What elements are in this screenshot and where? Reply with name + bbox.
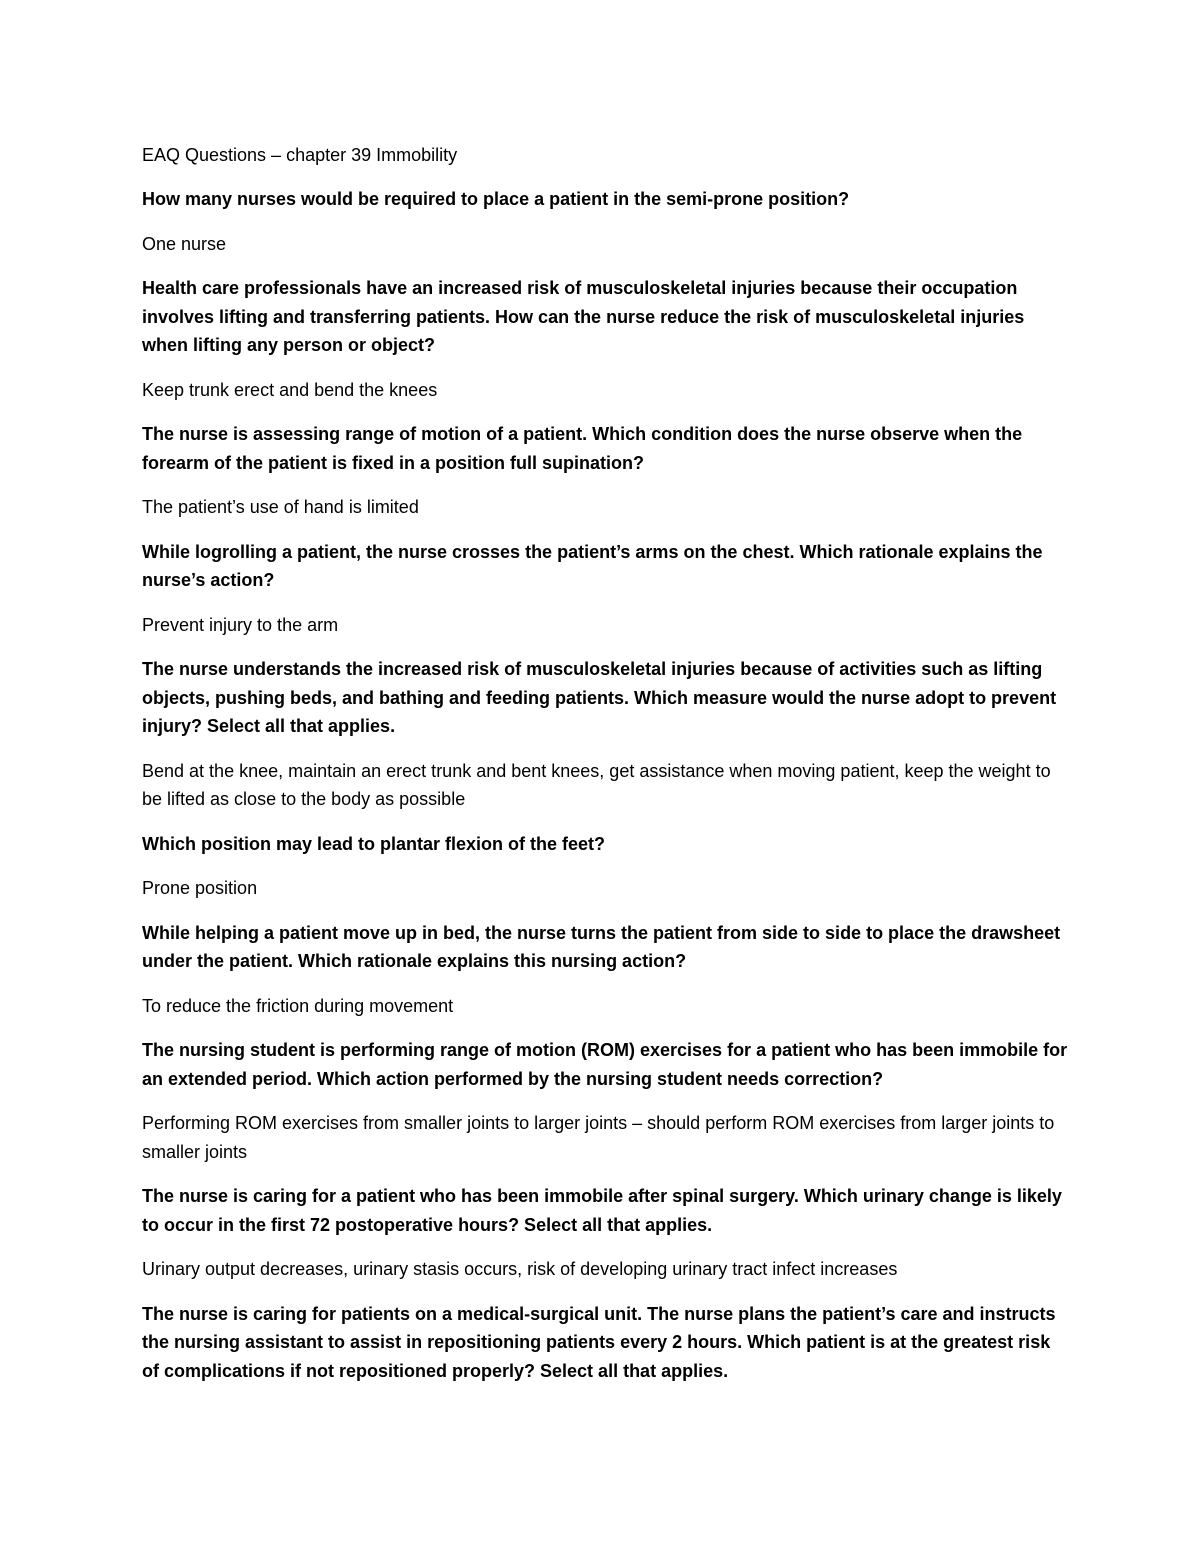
question-7: While helping a patient move up in bed, the nurse turns the patient from side to side to place the drawsheet under the patient. Which rationale explains this nursing action?	[142, 922, 1061, 971]
question-6: Which position may lead to plantar flexion of the feet?	[142, 833, 606, 854]
question-2: Health care professionals have an increased risk of musculoskeletal injuries because their occupation involves lifting and transferring patients. How can the nurse reduce the risk of musculoskeletal injuries when lifting any person or object?	[142, 278, 1025, 355]
answer-1: One nurse	[142, 233, 227, 254]
question-5: The nurse understands the increased risk of musculoskeletal injuries because of activities such as lifting objects, pushing beds, and bathing and feeding patients. Which measure would the nurse adopt to prevent injury? Select all that applies.	[142, 659, 1057, 736]
document-title: EAQ Questions – chapter 39 Immobility	[142, 145, 458, 165]
answer-4: Prevent injury to the arm	[142, 614, 339, 635]
answer-7: To reduce the friction during movement	[142, 995, 454, 1016]
question-3: The nurse is assessing range of motion of a patient. Which condition does the nurse observe when the forearm of the patient is fixed in a position full supination?	[142, 424, 1023, 473]
document-body	[142, 141, 1072, 1401]
answer-8: Performing ROM exercises from smaller joints to larger joints – should perform ROM exercises from larger joints to smaller joints	[142, 1113, 1055, 1162]
answer-6: Prone position	[142, 878, 258, 898]
question-4: While logrolling a patient, the nurse crosses the patient’s arms on the chest. Which rationale explains the nurse’s action?	[142, 541, 1043, 590]
answer-3: The patient’s use of hand is limited	[142, 497, 419, 517]
question-9: The nurse is caring for a patient who has been immobile after spinal surgery. Which urinary change is likely to occur in the first 72 postoperative hours? Select all that applies.	[142, 1186, 1062, 1235]
answer-9: Urinary output decreases, urinary stasis occurs, risk of developing urinary tract infect increases	[142, 1259, 898, 1279]
question-1: How many nurses would be required to place a patient in the semi-prone position?	[142, 189, 850, 209]
question-8: The nursing student is performing range of motion (ROM) exercises for a patient who has been immobile for an extended period. Which action performed by the nursing student needs correction?	[142, 1040, 1068, 1089]
question-10: The nurse is caring for patients on a medical-surgical unit. The nurse plans the patient’s care and instructs the nursing assistant to assist in repositioning patients every 2 hours. Which patient is at the greatest risk of complications if not repositioned properly? Select all that applies.	[142, 1303, 1056, 1381]
answer-2: Keep trunk erect and bend the knees	[142, 379, 438, 400]
answer-5: Bend at the knee, maintain an erect trunk and bent knees, get assistance when moving patient, keep the weight to be lifted as close to the body as possible	[142, 760, 1051, 809]
